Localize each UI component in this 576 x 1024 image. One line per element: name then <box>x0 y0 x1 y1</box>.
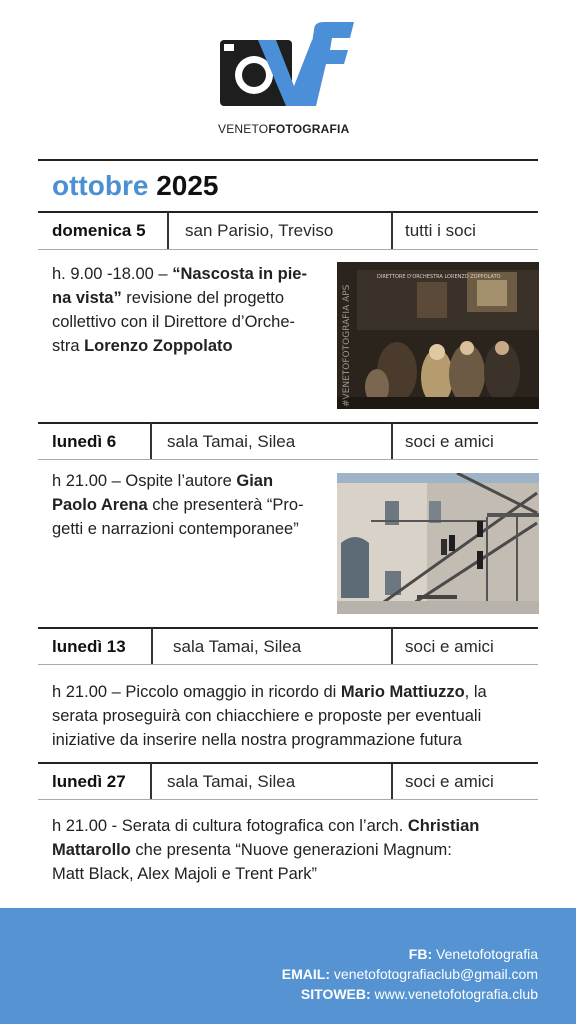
highlight-text: Mattarollo <box>52 841 131 859</box>
event-place: sala Tamai, Silea <box>167 432 296 451</box>
event-place: san Parisio, Treviso <box>185 221 334 240</box>
event-day: lunedì 6 <box>52 432 117 451</box>
painting-photo-icon <box>337 262 539 409</box>
description-text: stra <box>52 337 85 355</box>
event-description <box>52 814 538 886</box>
description-line <box>52 286 332 310</box>
description-line <box>52 728 538 752</box>
description-text: h 21.00 - Serata di cultura fotografica con l’arch. <box>52 817 408 835</box>
description-text: collettivo con il Direttore d’Orche- <box>52 313 296 331</box>
year: 2025 <box>156 170 219 201</box>
column-divider <box>167 212 169 250</box>
highlight-text: Paolo Arena <box>52 496 148 514</box>
event-audience: tutti i soci <box>405 221 476 240</box>
venetofotografia-logo <box>218 20 358 112</box>
description-line <box>52 814 538 838</box>
divider <box>38 249 538 250</box>
divider <box>38 211 538 213</box>
divider <box>38 459 538 460</box>
building-staircase-photo-icon <box>337 473 539 614</box>
description-text: h. 9.00 -18.00 – <box>52 265 173 283</box>
description-text: iniziative da inserire nella nostra programmazione futura <box>52 731 462 749</box>
description-line <box>52 517 334 541</box>
divider <box>38 799 538 800</box>
highlight-text: na vista” <box>52 289 122 307</box>
highlight-text: “Nascosta in pie- <box>172 265 307 283</box>
column-divider <box>391 628 393 665</box>
event-audience: soci e amici <box>405 772 494 791</box>
website-link[interactable]: SITOWEB: www.venetofotografia.club <box>300 986 538 1002</box>
event-day: domenica 5 <box>52 221 146 240</box>
divider <box>38 422 538 424</box>
event-day: lunedì 27 <box>52 772 126 791</box>
logo-wordmark: VENETOFOTOGRAFIA <box>218 122 350 136</box>
description-text: Matt Black, Alex Majoli e Trent Park” <box>52 865 318 883</box>
description-text: che presenterà “Pro- <box>147 496 304 514</box>
month-name: ottobre <box>52 170 149 201</box>
svg-text:DIRETTORE D'ORCHESTRA LORENZO: DIRETTORE D'ORCHESTRA LORENZO ZOPPOLATO <box>377 274 501 280</box>
description-text: h 21.00 – Piccolo omaggio in ricordo di <box>52 683 341 701</box>
event-place: sala Tamai, Silea <box>167 772 296 791</box>
column-divider <box>391 423 393 460</box>
divider <box>38 159 538 161</box>
event-audience: soci e amici <box>405 637 494 656</box>
email-link[interactable]: EMAIL: venetofotografiaclub@gmail.com <box>281 966 538 982</box>
description-line <box>52 334 332 358</box>
column-divider <box>150 763 152 800</box>
column-divider <box>391 763 393 800</box>
description-text: revisione del progetto <box>121 289 285 307</box>
highlight-text: Christian <box>407 817 480 835</box>
highlight-text: Gian <box>236 472 274 490</box>
facebook-link[interactable]: FB: Venetofotografia <box>408 946 538 962</box>
event-description <box>52 262 332 358</box>
divider <box>38 664 538 665</box>
column-divider <box>150 423 152 460</box>
divider <box>38 627 538 629</box>
highlight-text: Mario Mattiuzzo <box>340 683 465 701</box>
contact-footer <box>0 908 576 1024</box>
description-line <box>52 310 332 334</box>
description-text: serata proseguirà con chiacchiere e proposte per eventuali <box>52 707 482 725</box>
description-text: , la <box>464 683 487 701</box>
description-line <box>52 262 332 286</box>
description-text: h 21.00 – Ospite l’autore <box>52 472 237 490</box>
highlight-text: Lorenzo Zoppolato <box>84 337 233 355</box>
event-place: sala Tamai, Silea <box>173 637 302 656</box>
description-line <box>52 680 538 704</box>
column-divider <box>151 628 153 665</box>
event-audience: soci e amici <box>405 432 494 451</box>
description-text: che presenta “Nuove generazioni Magnum: <box>130 841 452 859</box>
column-divider <box>391 212 393 250</box>
month-title <box>52 170 219 202</box>
event-day: lunedì 13 <box>52 637 126 656</box>
divider <box>38 762 538 764</box>
description-line <box>52 704 538 728</box>
svg-text:#VENETOFOTOGRAFIA APS: #VENETOFOTOGRAFIA APS <box>342 284 352 407</box>
event-description <box>52 680 538 752</box>
description-line <box>52 862 538 886</box>
description-line <box>52 838 538 862</box>
event-description <box>52 469 334 541</box>
description-line <box>52 469 334 493</box>
description-text: getti e narrazioni contemporanee” <box>52 520 299 538</box>
description-line <box>52 493 334 517</box>
